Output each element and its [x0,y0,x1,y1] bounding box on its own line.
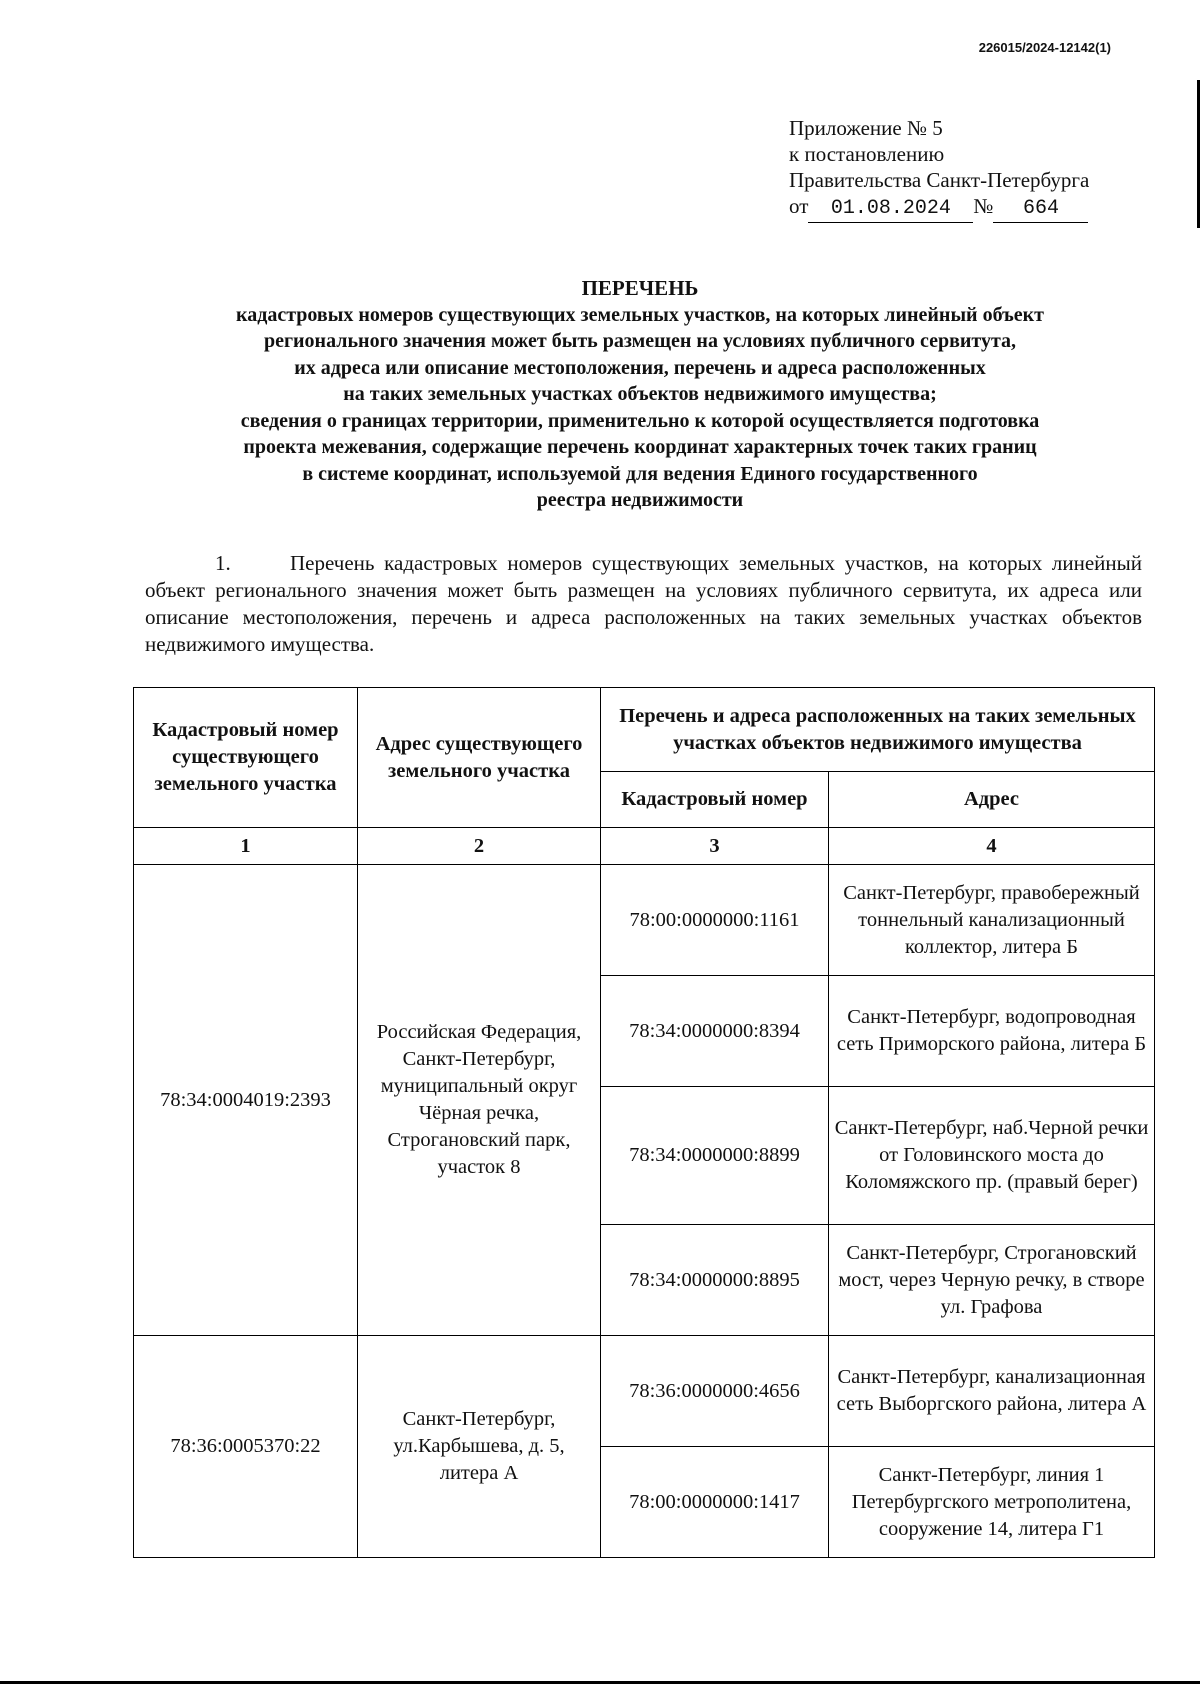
parcels-table [133,687,1155,1558]
title-line: проекта межевания, содержащие перечень координат характерных точек таких границ [243,436,1037,458]
header-row [134,688,1155,772]
parcel-address-cell: Российская Федерация, Санкт-Петербург, муниципальный округ Чёрная речка, Строгановский парк, участок 8 [358,865,601,1336]
parcel-number-cell: 78:34:0004019:2393 [134,865,358,1336]
title-line: в системе координат, используемой для ведения Единого государственного [302,462,978,485]
appendix-block [789,115,1089,223]
header-objects-group: Перечень и адреса расположенных на таких земельных участках объектов недвижимого имущества [601,688,1155,772]
table-row [134,865,1155,976]
column-number: 2 [358,828,601,865]
object-cadastral-cell: 78:34:0000000:8899 [601,1087,829,1225]
object-address-cell: Санкт-Петербург, Строгановский мост, через Черную речку, в створе ул. Графова [829,1225,1155,1336]
header-parcel-number: Кадастровый номер существующего земельного участка [134,688,358,828]
title-line: их адреса или описание местоположения, перечень и адреса расположенных [294,356,986,379]
object-cadastral-cell: 78:34:0000000:8895 [601,1225,829,1336]
appendix-line-2: к постановлению [789,142,945,166]
object-address-cell: Санкт-Петербург, правобережный тоннельный канализационный коллектор, литера Б [829,865,1155,976]
column-number: 4 [829,828,1155,865]
date-prefix: от [789,194,809,218]
decree-number: 664 [993,196,1088,223]
title-line: реестра недвижимости [536,489,744,511]
object-address-cell: Санкт-Петербург, линия 1 Петербургского метрополитена, сооружение 14, литера Г1 [829,1447,1155,1558]
intro-paragraph [145,550,1142,658]
document-title [140,275,1140,514]
parcel-number-cell: 78:36:0005370:22 [134,1336,358,1558]
object-cadastral-cell: 78:00:0000000:1417 [601,1447,829,1558]
title-line: регионального значения может быть размещен на условиях публичного сервитута, [263,330,1017,352]
number-prefix: № [973,194,994,218]
header-object-address: Адрес [829,772,1155,828]
title-line: сведения о границах территории, применительно к которой осуществляется подготовка [240,409,1040,432]
parcel-address-cell: Санкт-Петербург, ул.Карбышева, д. 5, литера А [358,1336,601,1558]
object-address-cell: Санкт-Петербург, канализационная сеть Выборгского района, литера А [829,1336,1155,1447]
object-cadastral-cell: 78:00:0000000:1161 [601,865,829,976]
appendix-line-1: Приложение № 5 [789,116,943,140]
appendix-line-3: Правительства Санкт-Петербурга [789,168,1090,192]
title-heading: ПЕРЕЧЕНЬ [581,276,699,300]
header-parcel-address: Адрес существующего земельного участка [358,688,601,828]
appendix-date-line [789,193,1089,223]
title-line: кадастровых номеров существующих земельных участков, на которых линейный объект [236,303,1044,326]
column-number: 3 [601,828,829,865]
object-address-cell: Санкт-Петербург, водопроводная сеть Приморского района, литера Б [829,976,1155,1087]
object-address-cell: Санкт-Петербург, наб.Черной речки от Головинского моста до Коломяжского пр. (правый берег) [829,1087,1155,1225]
table-row [134,1336,1155,1447]
column-number: 1 [134,828,358,865]
intro-text: Перечень кадастровых номеров существующих земельных участков, на которых линейный объект регионального значения может быть размещен на условиях публичного сервитута, их адреса или описание местоположения, перечень и адреса расположенных на таких земельных участках объектов недвижимого имущества. [145,551,1142,656]
title-line: на таких земельных участках объектов недвижимого имущества; [343,383,937,405]
document-id: 226015/2024-12142(1) [978,40,1111,55]
object-cadastral-cell: 78:34:0000000:8394 [601,976,829,1087]
header-object-cadastral: Кадастровый номер [601,772,829,828]
column-number-row [134,828,1155,865]
decree-date: 01.08.2024 [808,196,973,223]
object-cadastral-cell: 78:36:0000000:4656 [601,1336,829,1447]
intro-number: 1. [215,551,231,575]
